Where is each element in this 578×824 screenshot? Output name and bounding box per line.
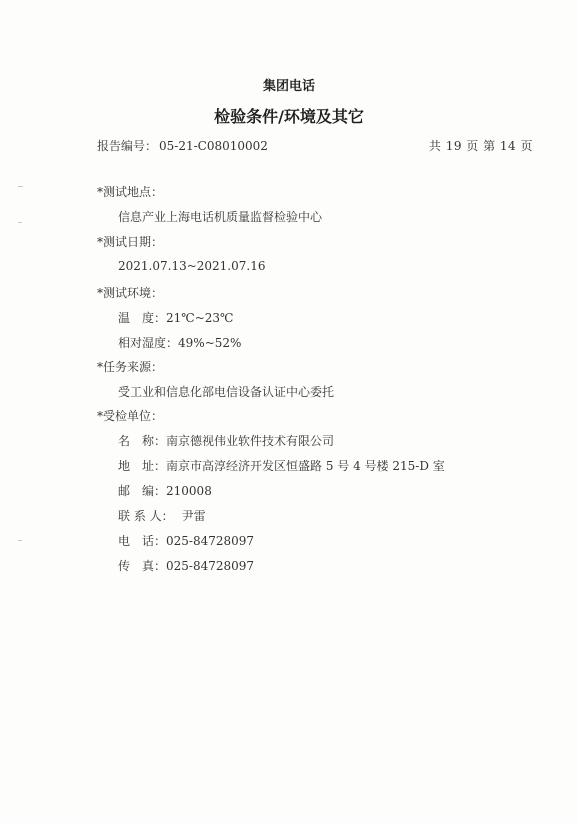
client-contact-row [118,507,206,524]
date-value: 2021.07.13~2021.07.16 [118,259,266,273]
report-number-label: 报告编号： [97,139,158,153]
client-name-value: 南京德视伟业软件技术有限公司 [166,434,335,448]
location-heading: *测试地点： [97,185,164,199]
page-title: 检验条件/环境及其它 [214,107,364,126]
company-heading: 集团电话 [262,79,315,94]
temperature-label: 温 度： [118,311,167,325]
client-fax-label: 传 真： [118,559,167,573]
client-name-label: 名 称： [118,434,167,448]
report-info-line [97,137,533,154]
scan-margin-mark [18,186,23,187]
environment-heading: *测试环境： [97,286,164,300]
client-address-label: 地 址： [118,459,167,473]
client-name-row [118,432,334,449]
temperature-value: 21℃~23℃ [166,311,234,325]
location-value: 信息产业上海电话机质量监督检验中心 [118,210,323,224]
humidity-label: 相对湿度： [118,336,179,350]
temperature-row [118,309,233,326]
humidity-row [118,334,241,351]
client-heading: *受检单位： [97,409,164,423]
client-phone-row [118,532,254,549]
client-contact-label: 联 系 人： [118,509,174,523]
client-contact-value: 尹雷 [181,509,206,523]
client-address-row [118,457,445,474]
report-number-value: 05-21-C08010002 [159,139,268,153]
date-heading: *测试日期： [97,235,164,249]
client-postcode-row [118,482,212,499]
client-phone-value: 025-84728097 [166,534,255,548]
client-phone-label: 电 话： [118,534,167,548]
source-heading: *任务来源： [97,360,164,374]
client-postcode-value: 210008 [166,484,212,498]
client-fax-value: 025-84728097 [166,559,255,573]
client-fax-row [118,557,254,574]
source-value: 受工业和信息化部电信设备认证中心委托 [118,385,335,399]
page-count: 共 19 页 第 14 页 [428,139,533,153]
client-postcode-label: 邮 编： [118,484,167,498]
client-address-value: 南京市高淳经济开发区恒盛路 5 号 4 号楼 215-D 室 [166,459,445,473]
humidity-value: 49%~52% [178,336,242,350]
scan-margin-mark [18,222,22,223]
scan-margin-mark [18,540,22,541]
